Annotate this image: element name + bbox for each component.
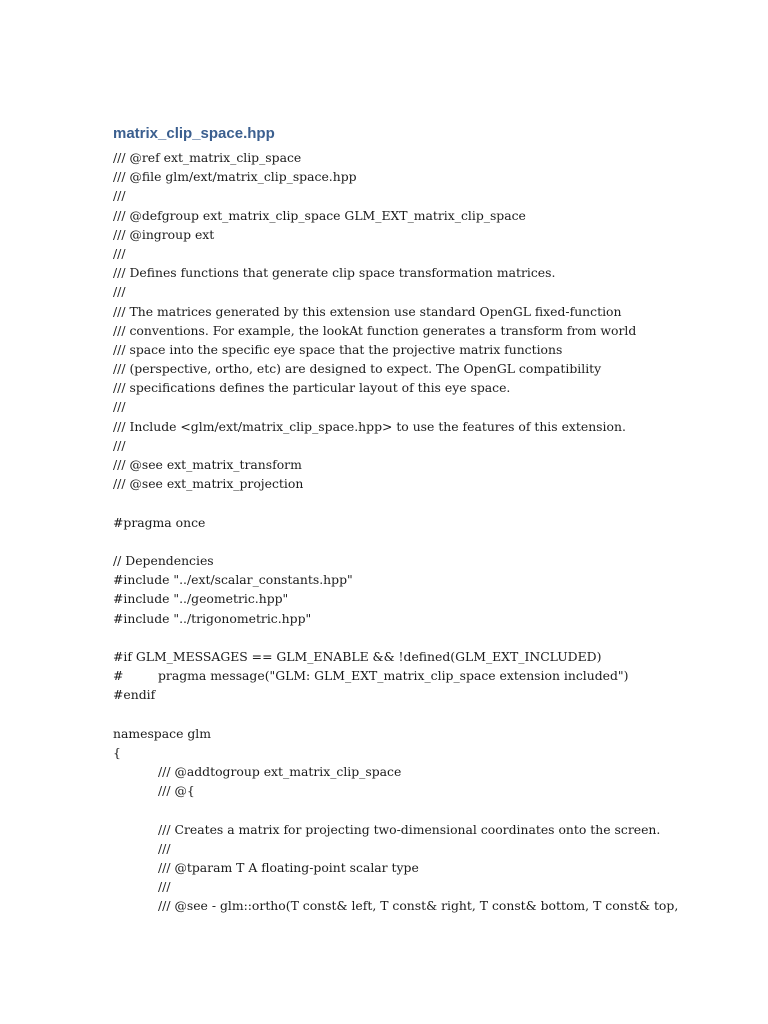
code-line <box>113 858 753 877</box>
code-listing <box>113 148 753 916</box>
line-text: /// Include <glm/ext/matrix_clip_space.hpp> to use the features of this extension. <box>113 418 626 434</box>
line-text: /// <box>113 245 126 261</box>
code-line <box>113 513 753 532</box>
code-line <box>113 206 753 225</box>
line-text: /// <box>113 399 126 415</box>
code-line <box>113 148 753 167</box>
line-text: /// @{ <box>158 783 195 799</box>
code-line <box>113 551 753 570</box>
code-line <box>113 704 753 723</box>
line-prefix: # <box>113 668 124 684</box>
line-text: /// <box>113 284 126 300</box>
line-text: #include "../ext/scalar_constants.hpp" <box>113 572 353 588</box>
line-text: /// @see ext_matrix_transform <box>113 457 302 472</box>
line-text: /// <box>113 437 126 453</box>
code-line <box>113 436 753 455</box>
line-text: { <box>113 744 121 760</box>
line-text: #pragma once <box>113 514 206 530</box>
line-text: /// @tparam T A floating-point scalar type <box>158 859 419 875</box>
code-line <box>113 685 753 704</box>
code-line <box>113 263 753 282</box>
code-line <box>113 743 753 762</box>
code-line <box>113 589 753 608</box>
code-line <box>113 762 753 781</box>
code-line <box>113 570 753 589</box>
code-line <box>113 800 753 819</box>
line-text: /// @see ext_matrix_projection <box>113 476 304 492</box>
code-line <box>113 359 753 378</box>
line-text: /// @file glm/ext/matrix_clip_space.hpp <box>113 169 357 185</box>
code-line <box>113 781 753 800</box>
line-text: #endif <box>113 687 156 703</box>
line-text: /// @defgroup ext_matrix_clip_space GLM_EXT_matrix_clip_space <box>113 207 526 223</box>
document-title: matrix_clip_space.hpp <box>113 125 275 142</box>
code-line <box>113 666 753 685</box>
code-line <box>113 474 753 493</box>
line-text: /// Defines functions that generate clip space transformation matrices. <box>113 265 556 281</box>
code-line <box>113 532 753 551</box>
line-text: /// @ingroup ext <box>113 226 215 242</box>
line-text: pragma message("GLM: GLM_EXT_matrix_clip_space extension included") <box>158 668 629 684</box>
code-line <box>113 609 753 628</box>
code-line <box>113 225 753 244</box>
line-text: /// (perspective, ortho, etc) are designed to expect. The OpenGL compatibility <box>113 361 602 377</box>
code-line <box>113 302 753 321</box>
line-text: /// The matrices generated by this extension use standard OpenGL fixed-function <box>113 303 622 319</box>
code-line <box>113 896 753 915</box>
code-line <box>113 340 753 359</box>
line-text: /// Creates a matrix for projecting two-dimensional coordinates onto the screen. <box>158 821 661 837</box>
line-text: #include "../trigonometric.hpp" <box>113 610 312 626</box>
line-text: /// specifications defines the particular layout of this eye space. <box>113 380 511 396</box>
code-line <box>113 455 753 474</box>
line-text: /// <box>158 840 171 856</box>
line-text: /// <box>113 188 126 204</box>
line-text: /// space into the specific eye space that the projective matrix functions <box>113 341 563 357</box>
line-text: /// conventions. For example, the lookAt function generates a transform from world <box>113 322 637 338</box>
code-line <box>113 378 753 397</box>
line-text: /// <box>158 879 171 895</box>
code-line <box>113 628 753 647</box>
line-text: #include "../geometric.hpp" <box>113 591 289 607</box>
line-text: #if GLM_MESSAGES == GLM_ENABLE && !defined(GLM_EXT_INCLUDED) <box>113 648 602 664</box>
line-text: namespace glm <box>113 725 211 741</box>
code-line <box>113 186 753 205</box>
code-line <box>113 397 753 416</box>
code-line <box>113 282 753 301</box>
line-text: /// @addtogroup ext_matrix_clip_space <box>158 764 402 779</box>
code-line <box>113 167 753 186</box>
code-line <box>113 417 753 436</box>
line-text: /// @see - glm::ortho(T const& left, T const& right, T const& bottom, T const& top, <box>158 898 679 914</box>
code-line <box>113 647 753 666</box>
line-text: // Dependencies <box>113 552 214 568</box>
line-text: /// @ref ext_matrix_clip_space <box>113 150 302 165</box>
code-line <box>113 244 753 263</box>
code-line <box>113 724 753 743</box>
code-line <box>113 493 753 512</box>
code-line <box>113 321 753 340</box>
code-line <box>113 839 753 858</box>
code-line <box>113 877 753 896</box>
code-line <box>113 820 753 839</box>
